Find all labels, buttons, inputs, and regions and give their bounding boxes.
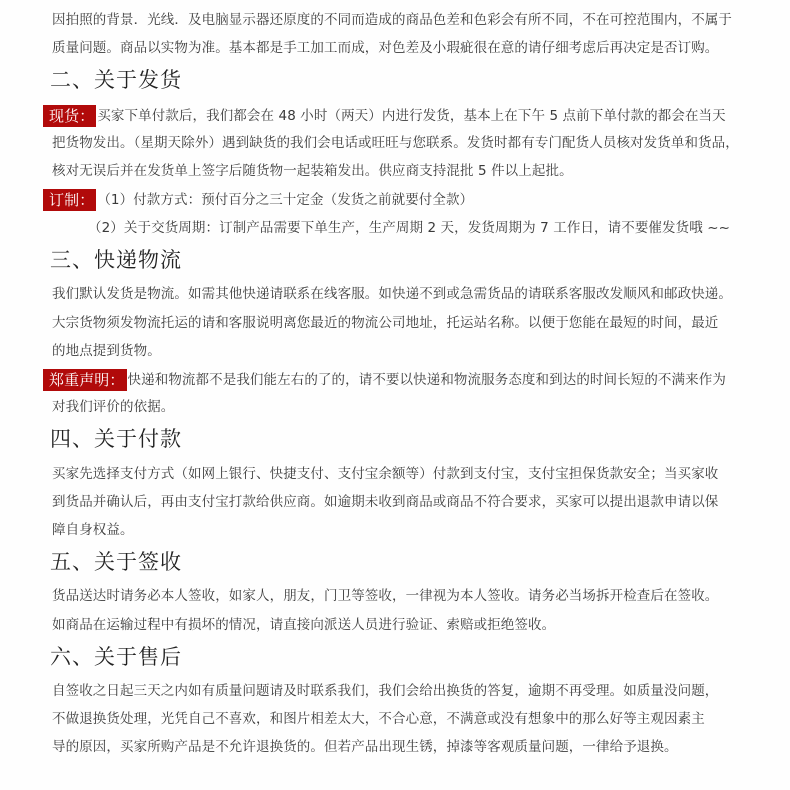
spot-goods-line-3: 核对无误后并在发货单上签字后随货物一起装箱发出。供应商支持混批 5 件以上起批。 — [52, 163, 573, 179]
section-heading-payment: 四、关于付款 — [50, 427, 182, 451]
payment-line-1: 买家先选择支付方式（如网上银行、快捷支付、支付宝余额等）付款到支付宝，支付宝担保货款安全；当买家收 — [52, 466, 719, 482]
logistics-line-2: 大宗货物须发物流托运的请和客服说明离您最近的物流公司地址，托运站名称。以便于您能在最短的时间，最近 — [52, 315, 719, 331]
logistics-line-1: 我们默认发货是物流。如需其他快递请联系在线客服。如快递不到或急需货品的请联系客服改发顺风和邮政快递。 — [52, 286, 732, 302]
section-heading-after-sales: 六、关于售后 — [50, 645, 182, 669]
payment-line-3: 障自身权益。 — [52, 522, 134, 538]
receipt-line-1: 货品送达时请务必本人签收，如家人，朋友，门卫等签收，一律视为本人签收。请务必当场拆开检查后在签收。 — [52, 588, 719, 604]
section-heading-receipt: 五、关于签收 — [50, 550, 182, 574]
section-heading-shipping: 二、关于发货 — [50, 68, 182, 92]
spot-goods-text: 买家下单付款后，我们都会在 48 小时（两天）内进行发货，基本上在下午 5 点前下单付款的都会在当天 — [97, 108, 726, 124]
custom-order-tag: 订制： — [43, 189, 96, 211]
logistics-line-3: 的地点提到货物。 — [52, 343, 161, 359]
section-heading-logistics: 三、快递物流 — [50, 248, 182, 272]
custom-order-line-1 — [43, 189, 473, 211]
intro-line-2: 质量问题。商品以实物为准。基本都是手工加工而成，对色差及小瑕疵很在意的请仔细考虑后再决定是否订购。 — [52, 40, 719, 56]
spot-goods-tag: 现货： — [43, 105, 96, 127]
after-sales-line-3: 导的原因，买家所购产品是不允许退换货的。但若产品出现生锈，掉漆等客观质量问题，一律给予退换。 — [52, 739, 678, 755]
notice-line-1 — [43, 369, 726, 391]
receipt-line-2: 如商品在运输过程中有损坏的情况，请直接向派送人员进行验证、索赔或拒绝签收。 — [52, 617, 556, 633]
intro-line-1: 因拍照的背景．光线．及电脑显示器还原度的不同而造成的商品色差和色彩会有所不同，不在可控范围内，不属于 — [52, 12, 732, 28]
spot-goods-line-2: 把货物发出。（星期天除外）遇到缺货的我们会电话或旺旺与您联系。发货时都有专门配货人员核对发货单和货品， — [52, 135, 739, 151]
payment-line-2: 到货品并确认后，再由支付宝打款给供应商。如逾期未收到商品或商品不符合要求，买家可以提出退款申请以保 — [52, 494, 719, 510]
after-sales-line-1: 自签收之日起三天之内如有质量问题请及时联系我们，我们会给出换货的答复，逾期不再受理。如质量没问题， — [52, 683, 719, 699]
spot-goods-line-1 — [43, 105, 726, 127]
notice-tag: 郑重声明： — [43, 369, 127, 391]
custom-order-text: （1）付款方式：预付百分之三十定金（发货之前就要付全款） — [97, 192, 474, 208]
custom-order-line-2: （2）关于交货周期：订制产品需要下单生产，生产周期 2 天，发货周期为 7 工作日，请不要催发货哦 ~~ — [88, 220, 731, 236]
notice-text: 快递和物流都不是我们能左右的了的，请不要以快递和物流服务态度和到达的时间长短的不满来作为 — [127, 372, 726, 388]
after-sales-line-2: 不做退换货处理，光凭自己不喜欢，和图片相差太大，不合心意，不满意或没有想象中的那么好等主观因素主 — [52, 711, 705, 727]
notice-line-2: 对我们评价的依据。 — [52, 399, 175, 415]
